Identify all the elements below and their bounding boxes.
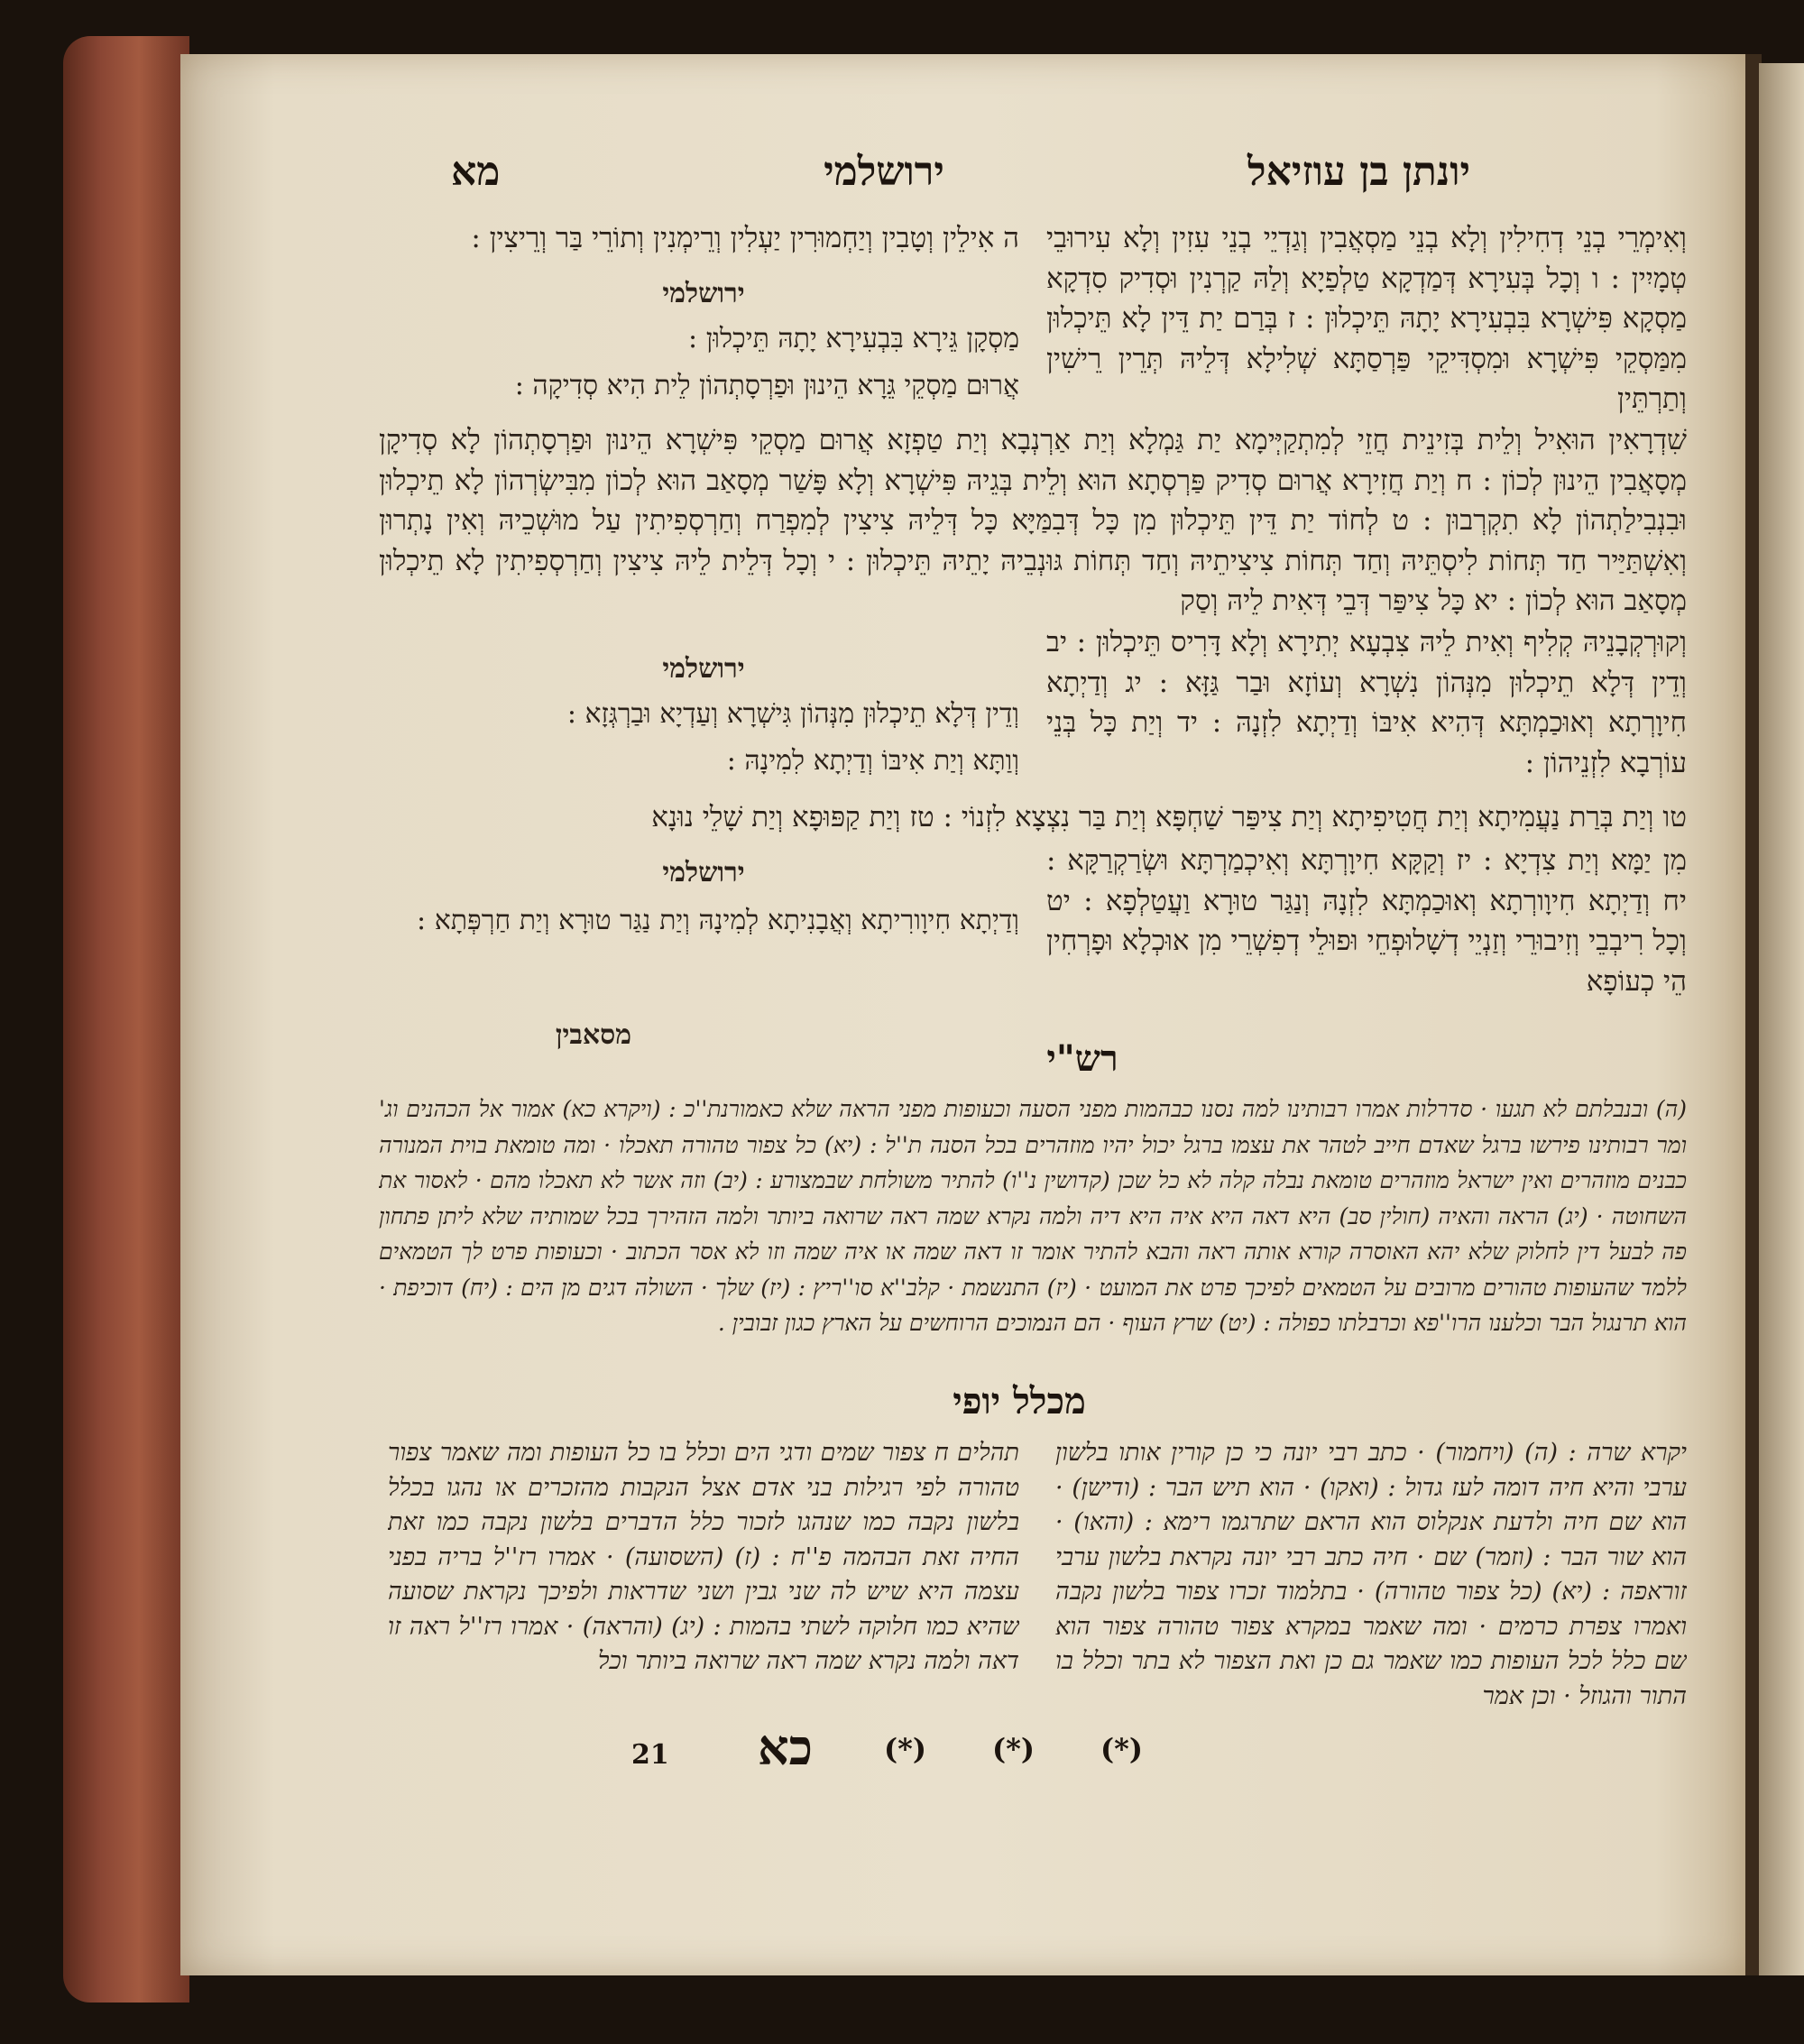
catchword: מסאבין: [555, 1019, 631, 1051]
rashi-title: רש"י: [1046, 1037, 1118, 1080]
yerushalmi-label-3: ירושלמי: [662, 857, 745, 888]
yerushalmi-line: וְדֵין דְּלָא תֵיכְלוּן מִנְּהוֹן גִּישְׁרָא וְעַדְיָא וּבַרְגְּזָא :: [566, 698, 1019, 730]
header-right: יונתן בן עוזיאל: [1247, 149, 1470, 195]
page-number: 21: [631, 1739, 669, 1771]
mikhlol-left-column: תהלים ח צפור שמים ודגי הים וכלל בו כל העופות ומה שאמר צפור טהורה לפי רגילות בני אדם אצל הנקבות מהזכרים או נהגו בכלל בלשון נקבה כמו שנהגו לזכור כלל הדברים בלשון נקבה כמו זאת החיה זאת הבהמה פ''ח : (ז) (השסועה) · אמרו רז''ל בריה בפני עצמה היא שיש לה שני גבין ושני שדראות ולפיכך נקראת שסועה שהיא כמו חלוקה לשתי בהמות : (יג) (והראה) · אמרו רז''ל ראה זו דאה ולמה נקרא שמה ראה שרואה ביותר וכל: [388, 1439, 1019, 1675]
yerushalmi-line: מַסְקָן גֵּירָא בִּבְעִירָא יָתָהּ תֵּיכְלוּן :: [688, 323, 1019, 354]
footer-marker: (*): [992, 1732, 1035, 1766]
yerushalmi-label-1: ירושלמי: [662, 278, 745, 309]
yerushalmi-text-1: [379, 316, 1019, 410]
targum-right-column-top: וְאִימְרֵי בְנֵי דְחִילִין וְלָא בְנֵי מַסְאֲבִין וְגַדְיֵי בְנֵי עִזִין וְלָא עִירוּבֵי טְמָיִין : ו וְכָל בְּעִירָא דְּמַדְקָא טַלְפַיָא וְלַהּ קַרְנִין וּסְדִיק סִדְקָא מַסְקָא פִּישְׁרָא בִּבְעִירָא יָתָהּ תֵּיכְלוּן : ז בְּרַם יַת דֵּין לָא תֵּיכְלוּן מִמַּסְקֵי פִּישְׁרָא וּמִסְדִּיקֵי פַּרְסַתָּא שְׁלִילָא דְּלֵיהּ תְּרֵין רֵישִׁין וְתַרְתֵּין: [1046, 222, 1687, 415]
hebrew-page-number: כא: [758, 1718, 814, 1776]
header-center: ירושלמי: [824, 149, 944, 195]
targum-right-column-middle: וְקוּרְקְבָנֵיהּ קְלִיף וְאִית לֵיהּ צִבְעָא יְתִירָא וְלָא דָּרִיס תֵּיכְלוּן : יב וְדֵין דְּלָא תֵיכְלוּן מִנְּהוֹן נִשְׁרָא וְעוֹזָא וּבַר גַּזָּא : יג וְדַיְתָא חִיוָרְתָא וְאוּכַמְתָּא דְּהִיא אִיבּוֹ וְדַיְתָא לִזְנָהּ : יד וְיַת כָּל בְּנֵי עוֹרְבָא לִזְנֵיהוֹן :: [1046, 626, 1687, 779]
targum-full-width-1: שִׁדְרָאִין הוּאִיל וְלֵית בְּזִינֵית חֲזֵי לְמִתְקַיְּימָא יַת גַּמְלָא וְיַת אַרְנְבָא וְיַת טַפְזָא אֲרוּם מַסְקֵי פִּישְׁרָא הֵינוּן וּפַרְסָתְהוֹן לָא סְדִיקָן מְסָאֲבִין הֵינוּן לְכוֹן : ח וְיַת חֲזִירָא אֲרוּם סְדִיק פַּרְסְתָא הוּא וְלֵית בְּגֵיהּ פִּישְׁרָא וְלָא פָּשַׁר מְסָאַב הוּא לְכוֹן מִבִּישְׂרְהוֹן לָא תֵיכְלוּן וּבִנְבִילַתְהוֹן לָא תִקְרְבוּן : ט לְחוֹד יַת דֵּין תֵּיכְלוּן מִן כָּל דְּבִמַּיָּא כָּל דְּלֵיהּ צִיצִין לְמִפְרַח וְחַרְסְפִיתִין עַל מוּשְׁכֵיהּ וְאִין נָתְרוּן וְאִשְׁתַּיַּיר חַד תְּחוֹת לִיסְתֵּיהּ וְחַד תְּחוֹת צִיצִיתֵיהּ וְחַד תְּחוֹת גּוּנְבֵיהּ יָתֵיהּ תֵּיכְלוּן : י וְכָל דְּלֵית לֵיהּ צִיצִין וְחַרְסְפִיתִין לָא תֵיכְלוּן מְסָאַב הוּא לְכוֹן : יא כָּל צִיפַּר דְּבֵי דְּאִית לֵיהּ וְסַק: [379, 424, 1687, 617]
rashi-commentary: (ה) ובנבלתם לא תגעו · סדרלות אמרו רבותינו למה נסנו כבהמות מפני הסעה וכעופות מפני הראה שלא כאמורנת''כ : (ויקרא כא) אמור אל הכהנים וג' ומר רבותינו פירשו ברגל שאדם חייב לטהר את עצמו ברגל יכול יהיו מוזהרים בכל הסנה ת''ל : (יא) כל צפור טהורה תאכלו · ומה טומאת בוית המנורה כבנים מוזהרים ואין ישראל מוזהרים טומאת נבלה קלה לא כל שכן (קדושין נ''ו) להתיר משולחת שבמצורע : (יב) וזה אשר לא תאכלו מהם · לאסור את השחוטה · (יג) הראה והאיה (חולין סב) היא דאה היא איה היא דיה ולמה נקרא שמה ראה שרואה ביותר ולמה הזהירך בכל שמותיה שלא ליתן פתחון פה לבעל דין לחלוק שלא יהא האוסרה קורא אותה ראה והבא להתיר אומר זו דאה שמה או איה שמה וזו לא אסר הכתוב · וכעופות פרט לך הטמאים ללמד שהעופות טהורים מרובים על הטמאים לפיכך פרט את המועט · (יז) התנשמת · קלב''א סו''ריץ : (יז) שלך · השולה דגים מן הים : (יח) דוכיפת · הוא תרנגול הבר וכלענו הרו''פא וכרבלתו כפולה : (יט) שרץ העוף · הם הנמוכים הרוחשים על הארץ כגון זבובין .: [379, 1096, 1687, 1336]
mikhlol-right-column: יקרא שרה : (ה) (ויחמור) · כתב רבי יונה כי כן קורין אותו בלשון ערבי והיא חיה דומה לעז גדול : (ואקו) · הוא תיש הבר : (ודישן) · הוא שם חיה ולדעת אנקלוס הוא הראם שתרגמו רימא : (והאו) · הוא שור הבר : (וזמר) שם · חיה כתב רבי יונה נקראת בלשון ערבי זוראפה : (יא) (כל צפור טהורה) · בתלמוד זכרו צפור בלשון נקבה ואמרו צפרת כרמים · ומה שאמר במקרא צפור טהורה צפור הוא שם כלל לכל העופות כמו שאמר גם כן ואת הצפור לא בתר וכלל בו התור והגוזל · וכן אמר: [1055, 1439, 1687, 1710]
yerushalmi-line: אֲרוּם מַסְקֵי גֵּרָא הֵינוּן וּפַרְסָתְהוֹן לֵית הִיא סְדִיקָה :: [514, 370, 1019, 401]
targum-left-column-top: ה אִילֵין וְטָבִין וְיַחְמוּרִין יַעְלִין וְרֵימְנִין וְתוֹרֵי בַּר וְרֵיצִין :: [471, 222, 1019, 254]
book-edge: [63, 36, 189, 2003]
mikhlol-yofi-title: מכלל יופי: [953, 1380, 1086, 1423]
footer-marker: (*): [884, 1732, 927, 1766]
next-page-edge: [1759, 63, 1804, 1975]
yerushalmi-text-3: וְדַיְתָא חִיוָורִיתָא וְאֲבָנִיתָא לְמִינָהּ וְיַת נַגַּר טוּרָא וְיַת חַרְפְּתָא :: [417, 905, 1019, 936]
header-left: מא: [451, 149, 501, 195]
yerushalmi-label-2: ירושלמי: [662, 653, 745, 685]
targum-full-width-2: טו וְיַת בְּרַת נַעֲמִיתָא וְיַת חֲטִיפִיתָא וְיַת צִיפַּר שַׁחְפָּא וְיַת בַּר נִצְצָא לִזְנוֹי : טז וְיַת קַפּוּפָא וְיַת שָׁלֵי נוּנָא: [651, 801, 1687, 833]
targum-right-column-lower: מִן יַמָּא וְיַת צִדְיָא : יז וְקַקָּא חִיוָרְתָּא וְאִיכְמַרְתָּא וּשְׂרַקְרַקָּא : יח וְדַיְתָא חִיוָורְתָא וְאוּכַמְתָּא לִזְנָהּ וְנַגַּר טוּרָא וַעֲטַלְפָא : יט וְכָל רִיבְבֵי וְזִיבוּרֵי וְזַנְיֵי דְשָׁלוּפְחֵי וּפוּלֵי דְפִשְׁרֵי מִן אוּכְלָא וּפָרְחִין הֵי כְעוֹפָא: [1046, 844, 1687, 998]
footer-marker: (*): [1100, 1732, 1144, 1766]
yerushalmi-line: וְוַתָּא וְיַת אִיבּוֹ וְדַיְתָא לִמִינָהּ :: [726, 745, 1019, 777]
yerushalmi-text-2: [379, 691, 1019, 785]
